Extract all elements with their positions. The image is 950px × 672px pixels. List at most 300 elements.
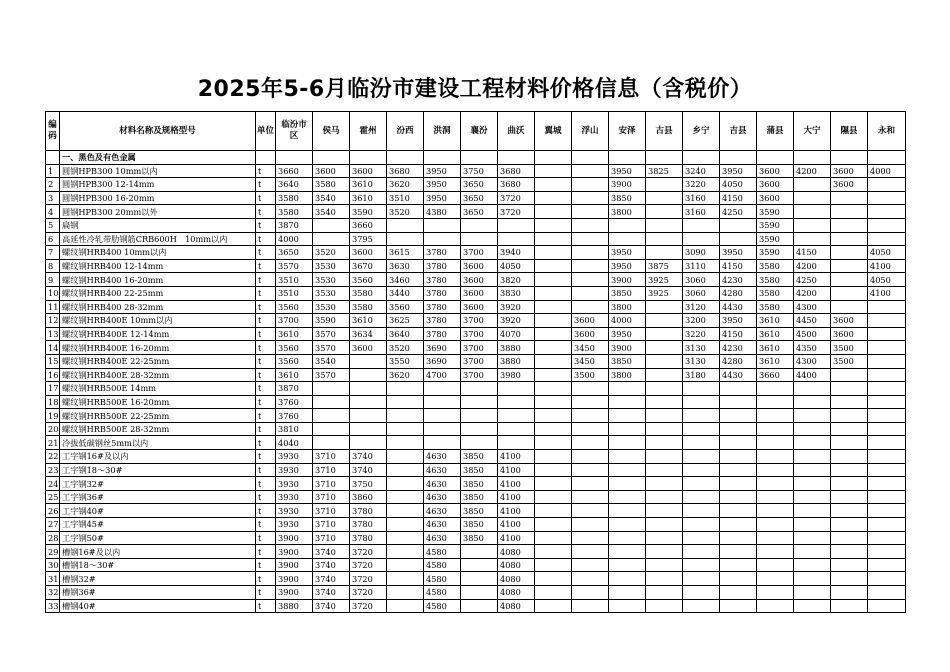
price-cell: 3920 — [498, 314, 535, 328]
price-cell — [572, 259, 609, 273]
price-cell: 3600 — [831, 327, 868, 341]
price-cell — [646, 586, 683, 600]
table-row — [46, 409, 906, 423]
price-cell: 3740 — [350, 450, 387, 464]
material-name: 高延性冷轧带肋钢筋CRB600H 10mm以内 — [60, 232, 256, 246]
price-cell: 4580 — [424, 586, 461, 600]
price-cell — [572, 395, 609, 409]
price-cell: 4630 — [424, 490, 461, 504]
price-cell — [646, 518, 683, 532]
row-index: 14 — [46, 341, 60, 355]
price-cell — [683, 490, 720, 504]
price-cell: 3700 — [461, 368, 498, 382]
price-cell: 3950 — [720, 314, 757, 328]
price-cell — [535, 232, 572, 246]
unit-cell: t — [256, 395, 276, 409]
price-cell — [572, 205, 609, 219]
price-cell: 4400 — [794, 368, 831, 382]
price-cell: 3825 — [646, 164, 683, 178]
price-cell — [498, 436, 535, 450]
price-cell — [720, 586, 757, 600]
price-cell — [646, 558, 683, 572]
price-cell: 3740 — [313, 558, 350, 572]
price-cell — [498, 232, 535, 246]
row-index: 33 — [46, 599, 60, 613]
price-cell — [387, 558, 424, 572]
material-name: 螺纹钢HRB400 10mm以内 — [60, 246, 256, 260]
price-cell — [646, 545, 683, 559]
price-cell: 4070 — [498, 327, 535, 341]
price-cell — [572, 572, 609, 586]
price-cell — [683, 422, 720, 436]
table-row — [46, 273, 906, 287]
row-index: 29 — [46, 545, 60, 559]
price-cell — [350, 382, 387, 396]
price-cell: 3560 — [276, 341, 313, 355]
price-cell — [387, 586, 424, 600]
price-cell: 4150 — [720, 327, 757, 341]
price-cell: 4080 — [498, 599, 535, 613]
price-cell — [461, 599, 498, 613]
price-cell — [387, 409, 424, 423]
price-cell — [646, 382, 683, 396]
price-cell — [868, 450, 906, 464]
price-cell: 3780 — [350, 518, 387, 532]
price-cell — [387, 422, 424, 436]
price-cell — [609, 531, 646, 545]
table-row — [46, 232, 906, 246]
table-row — [46, 246, 906, 260]
price-cell: 4100 — [498, 518, 535, 532]
price-cell — [535, 273, 572, 287]
price-cell: 3710 — [313, 490, 350, 504]
price-cell — [461, 572, 498, 586]
price-cell: 3950 — [609, 259, 646, 273]
price-cell — [387, 490, 424, 504]
price-cell — [868, 218, 906, 232]
table-row — [46, 490, 906, 504]
price-cell — [609, 572, 646, 586]
material-name: 螺纹钢HRB400 28-32mm — [60, 300, 256, 314]
price-cell — [535, 327, 572, 341]
price-cell — [498, 382, 535, 396]
price-cell: 3950 — [720, 164, 757, 178]
price-cell — [831, 259, 868, 273]
price-cell — [868, 504, 906, 518]
material-name: 工字钢16#及以内 — [60, 450, 256, 464]
row-index: 18 — [46, 395, 60, 409]
price-cell: 3700 — [461, 341, 498, 355]
unit-cell: t — [256, 490, 276, 504]
price-cell — [387, 545, 424, 559]
price-cell: 3870 — [276, 218, 313, 232]
table-row — [46, 205, 906, 219]
price-cell: 3660 — [276, 164, 313, 178]
price-cell — [646, 504, 683, 518]
price-cell: 3530 — [313, 259, 350, 273]
price-cell — [572, 531, 609, 545]
price-cell: 3925 — [646, 273, 683, 287]
price-cell — [572, 178, 609, 192]
price-cell: 4300 — [794, 300, 831, 314]
price-cell — [572, 246, 609, 260]
price-cell: 3700 — [461, 327, 498, 341]
price-cell: 4080 — [498, 545, 535, 559]
price-cell — [646, 422, 683, 436]
price-cell: 3880 — [498, 354, 535, 368]
price-cell — [609, 477, 646, 491]
price-cell — [535, 286, 572, 300]
price-cell — [794, 218, 831, 232]
price-cell: 3634 — [350, 327, 387, 341]
unit-cell: t — [256, 286, 276, 300]
price-cell: 4040 — [276, 436, 313, 450]
price-cell — [535, 218, 572, 232]
price-cell — [387, 504, 424, 518]
price-cell: 4280 — [720, 354, 757, 368]
table-row — [46, 531, 906, 545]
price-cell — [831, 531, 868, 545]
price-cell — [831, 422, 868, 436]
price-cell: 4200 — [794, 164, 831, 178]
price-cell — [535, 450, 572, 464]
price-cell — [868, 545, 906, 559]
price-cell: 3760 — [276, 395, 313, 409]
price-cell: 3560 — [276, 300, 313, 314]
price-cell — [831, 586, 868, 600]
price-cell: 3900 — [276, 586, 313, 600]
row-index: 2 — [46, 178, 60, 192]
price-cell: 4150 — [794, 246, 831, 260]
price-cell — [683, 477, 720, 491]
price-cell: 3660 — [350, 218, 387, 232]
price-cell — [646, 341, 683, 355]
unit-cell: t — [256, 477, 276, 491]
price-cell — [535, 490, 572, 504]
price-cell: 3700 — [461, 246, 498, 260]
price-cell: 3950 — [424, 164, 461, 178]
price-cell: 3600 — [831, 164, 868, 178]
price-cell — [350, 436, 387, 450]
price-cell: 4430 — [720, 368, 757, 382]
unit-cell: t — [256, 300, 276, 314]
price-cell — [572, 477, 609, 491]
price-cell — [794, 586, 831, 600]
price-cell — [350, 395, 387, 409]
price-cell — [868, 409, 906, 423]
price-cell: 3570 — [313, 341, 350, 355]
price-cell: 3610 — [757, 354, 794, 368]
price-cell — [683, 599, 720, 613]
price-cell: 3640 — [387, 327, 424, 341]
table-row — [46, 218, 906, 232]
price-cell: 3610 — [757, 327, 794, 341]
price-cell — [609, 518, 646, 532]
price-cell: 3600 — [461, 259, 498, 273]
price-cell — [387, 477, 424, 491]
table-row — [46, 572, 906, 586]
price-cell: 4630 — [424, 477, 461, 491]
price-cell: 3530 — [313, 286, 350, 300]
price-cell — [387, 531, 424, 545]
column-header: 编码 — [46, 112, 60, 151]
price-cell: 3460 — [387, 273, 424, 287]
row-index: 5 — [46, 218, 60, 232]
price-cell — [794, 504, 831, 518]
price-cell: 4630 — [424, 463, 461, 477]
price-cell — [831, 504, 868, 518]
price-cell — [831, 246, 868, 260]
row-index: 3 — [46, 191, 60, 205]
price-cell: 3500 — [572, 368, 609, 382]
price-cell — [868, 477, 906, 491]
unit-cell: t — [256, 572, 276, 586]
price-cell: 3875 — [646, 259, 683, 273]
price-cell: 3750 — [461, 164, 498, 178]
section-row — [46, 151, 906, 165]
price-cell — [609, 545, 646, 559]
table-row — [46, 463, 906, 477]
price-cell: 3580 — [757, 300, 794, 314]
price-cell: 3850 — [461, 463, 498, 477]
price-cell — [609, 422, 646, 436]
price-cell: 3720 — [498, 191, 535, 205]
price-cell: 3720 — [350, 558, 387, 572]
material-name: 螺纹钢HRB400E 22-25mm — [60, 354, 256, 368]
row-index: 16 — [46, 368, 60, 382]
price-cell: 3610 — [757, 314, 794, 328]
page-title: 2025年5-6月临汾市建设工程材料价格信息（含税价） — [197, 77, 753, 102]
price-cell: 3930 — [276, 490, 313, 504]
price-cell — [868, 586, 906, 600]
price-cell — [720, 232, 757, 246]
price-cell: 4150 — [720, 191, 757, 205]
price-cell — [868, 300, 906, 314]
price-cell — [720, 409, 757, 423]
unit-cell: t — [256, 205, 276, 219]
price-cell — [757, 409, 794, 423]
price-cell — [535, 314, 572, 328]
price-cell — [868, 490, 906, 504]
row-index: 12 — [46, 314, 60, 328]
price-cell: 3810 — [276, 422, 313, 436]
column-header: 翼城 — [535, 112, 572, 151]
price-cell — [461, 558, 498, 572]
price-cell: 3900 — [609, 341, 646, 355]
column-header: 永和 — [868, 112, 906, 151]
row-index: 28 — [46, 531, 60, 545]
price-cell: 3090 — [683, 246, 720, 260]
price-cell: 4630 — [424, 518, 461, 532]
price-cell — [646, 314, 683, 328]
price-cell: 3820 — [498, 273, 535, 287]
price-cell — [535, 341, 572, 355]
price-cell — [609, 490, 646, 504]
price-cell — [424, 218, 461, 232]
price-cell: 3180 — [683, 368, 720, 382]
price-cell — [683, 382, 720, 396]
price-cell: 4630 — [424, 531, 461, 545]
material-name: 槽钢40# — [60, 599, 256, 613]
price-cell: 4100 — [868, 286, 906, 300]
price-cell: 3110 — [683, 259, 720, 273]
price-cell — [720, 545, 757, 559]
price-cell: 3760 — [276, 409, 313, 423]
column-header: 单位 — [256, 112, 276, 151]
price-cell: 3600 — [461, 300, 498, 314]
price-cell: 3680 — [387, 164, 424, 178]
price-cell: 3160 — [683, 205, 720, 219]
price-cell — [313, 409, 350, 423]
price-cell — [683, 545, 720, 559]
row-index: 15 — [46, 354, 60, 368]
price-cell — [424, 409, 461, 423]
price-cell — [868, 572, 906, 586]
table-row — [46, 599, 906, 613]
price-cell — [831, 395, 868, 409]
column-header: 汾西 — [387, 112, 424, 151]
price-cell: 3700 — [461, 314, 498, 328]
price-cell: 3060 — [683, 286, 720, 300]
price-cell — [720, 504, 757, 518]
price-cell: 3600 — [757, 178, 794, 192]
price-cell: 3160 — [683, 191, 720, 205]
price-cell — [609, 382, 646, 396]
price-cell: 4000 — [276, 232, 313, 246]
price-cell — [868, 599, 906, 613]
price-cell — [535, 545, 572, 559]
price-cell — [535, 368, 572, 382]
price-cell: 3700 — [276, 314, 313, 328]
price-cell: 4200 — [794, 259, 831, 273]
price-cell: 3710 — [313, 463, 350, 477]
price-cell — [868, 341, 906, 355]
table-row — [46, 327, 906, 341]
price-cell: 4050 — [720, 178, 757, 192]
price-cell: 3500 — [831, 354, 868, 368]
section-label: 一、黑色及有色金属 — [60, 151, 256, 165]
table-row — [46, 545, 906, 559]
price-cell — [868, 463, 906, 477]
table-row — [46, 436, 906, 450]
price-cell — [794, 463, 831, 477]
price-cell — [609, 463, 646, 477]
unit-cell: t — [256, 558, 276, 572]
price-cell: 3580 — [757, 273, 794, 287]
price-cell — [609, 586, 646, 600]
price-cell — [794, 382, 831, 396]
unit-cell: t — [256, 314, 276, 328]
material-name: 槽钢16#及以内 — [60, 545, 256, 559]
column-header: 古县 — [646, 112, 683, 151]
price-cell — [572, 218, 609, 232]
unit-cell: t — [256, 518, 276, 532]
price-cell — [461, 436, 498, 450]
price-cell — [868, 558, 906, 572]
price-cell — [535, 395, 572, 409]
price-cell — [535, 504, 572, 518]
material-name: 圆钢HPB300 16-20mm — [60, 191, 256, 205]
price-cell — [646, 354, 683, 368]
price-cell: 3950 — [424, 178, 461, 192]
price-cell — [461, 586, 498, 600]
price-cell: 3450 — [572, 354, 609, 368]
price-cell: 3620 — [387, 178, 424, 192]
table-row — [46, 518, 906, 532]
price-cell — [350, 422, 387, 436]
price-cell — [646, 599, 683, 613]
table-row — [46, 286, 906, 300]
price-cell: 3610 — [350, 178, 387, 192]
unit-cell: t — [256, 422, 276, 436]
price-cell — [535, 436, 572, 450]
price-cell — [646, 490, 683, 504]
price-cell: 4630 — [424, 450, 461, 464]
column-header: 大宁 — [794, 112, 831, 151]
price-cell — [609, 558, 646, 572]
price-cell — [535, 178, 572, 192]
price-cell: 3720 — [350, 572, 387, 586]
price-cell: 3740 — [313, 545, 350, 559]
price-cell — [720, 218, 757, 232]
price-cell: 4100 — [868, 259, 906, 273]
column-header: 隰县 — [831, 112, 868, 151]
table-row — [46, 395, 906, 409]
price-cell — [868, 191, 906, 205]
price-cell: 3740 — [313, 586, 350, 600]
unit-cell: t — [256, 586, 276, 600]
price-table — [45, 111, 906, 613]
price-cell: 3520 — [387, 341, 424, 355]
material-name: 螺纹钢HRB400E 28-32mm — [60, 368, 256, 382]
price-cell — [387, 572, 424, 586]
table-row — [46, 504, 906, 518]
price-cell: 4080 — [498, 586, 535, 600]
price-cell — [572, 382, 609, 396]
price-cell — [831, 558, 868, 572]
price-cell: 3690 — [424, 341, 461, 355]
price-cell: 3520 — [387, 205, 424, 219]
price-cell — [572, 558, 609, 572]
price-cell — [720, 518, 757, 532]
table-row — [46, 300, 906, 314]
column-header: 襄汾 — [461, 112, 498, 151]
unit-cell: t — [256, 246, 276, 260]
price-cell — [683, 518, 720, 532]
price-cell — [868, 436, 906, 450]
price-cell — [387, 436, 424, 450]
table-row — [46, 341, 906, 355]
unit-cell: t — [256, 463, 276, 477]
table-row — [46, 368, 906, 382]
price-cell: 4080 — [498, 558, 535, 572]
table-row — [46, 164, 906, 178]
price-cell — [831, 286, 868, 300]
price-cell — [868, 531, 906, 545]
price-cell — [757, 599, 794, 613]
price-cell — [794, 191, 831, 205]
price-cell: 3520 — [313, 246, 350, 260]
price-cell — [794, 450, 831, 464]
price-cell: 3220 — [683, 327, 720, 341]
price-cell: 3950 — [609, 164, 646, 178]
price-cell: 4050 — [868, 246, 906, 260]
material-name: 圆钢HPB300 12-14mm — [60, 178, 256, 192]
price-cell: 3580 — [757, 286, 794, 300]
unit-cell: t — [256, 164, 276, 178]
unit-cell: t — [256, 450, 276, 464]
price-cell: 3930 — [276, 504, 313, 518]
